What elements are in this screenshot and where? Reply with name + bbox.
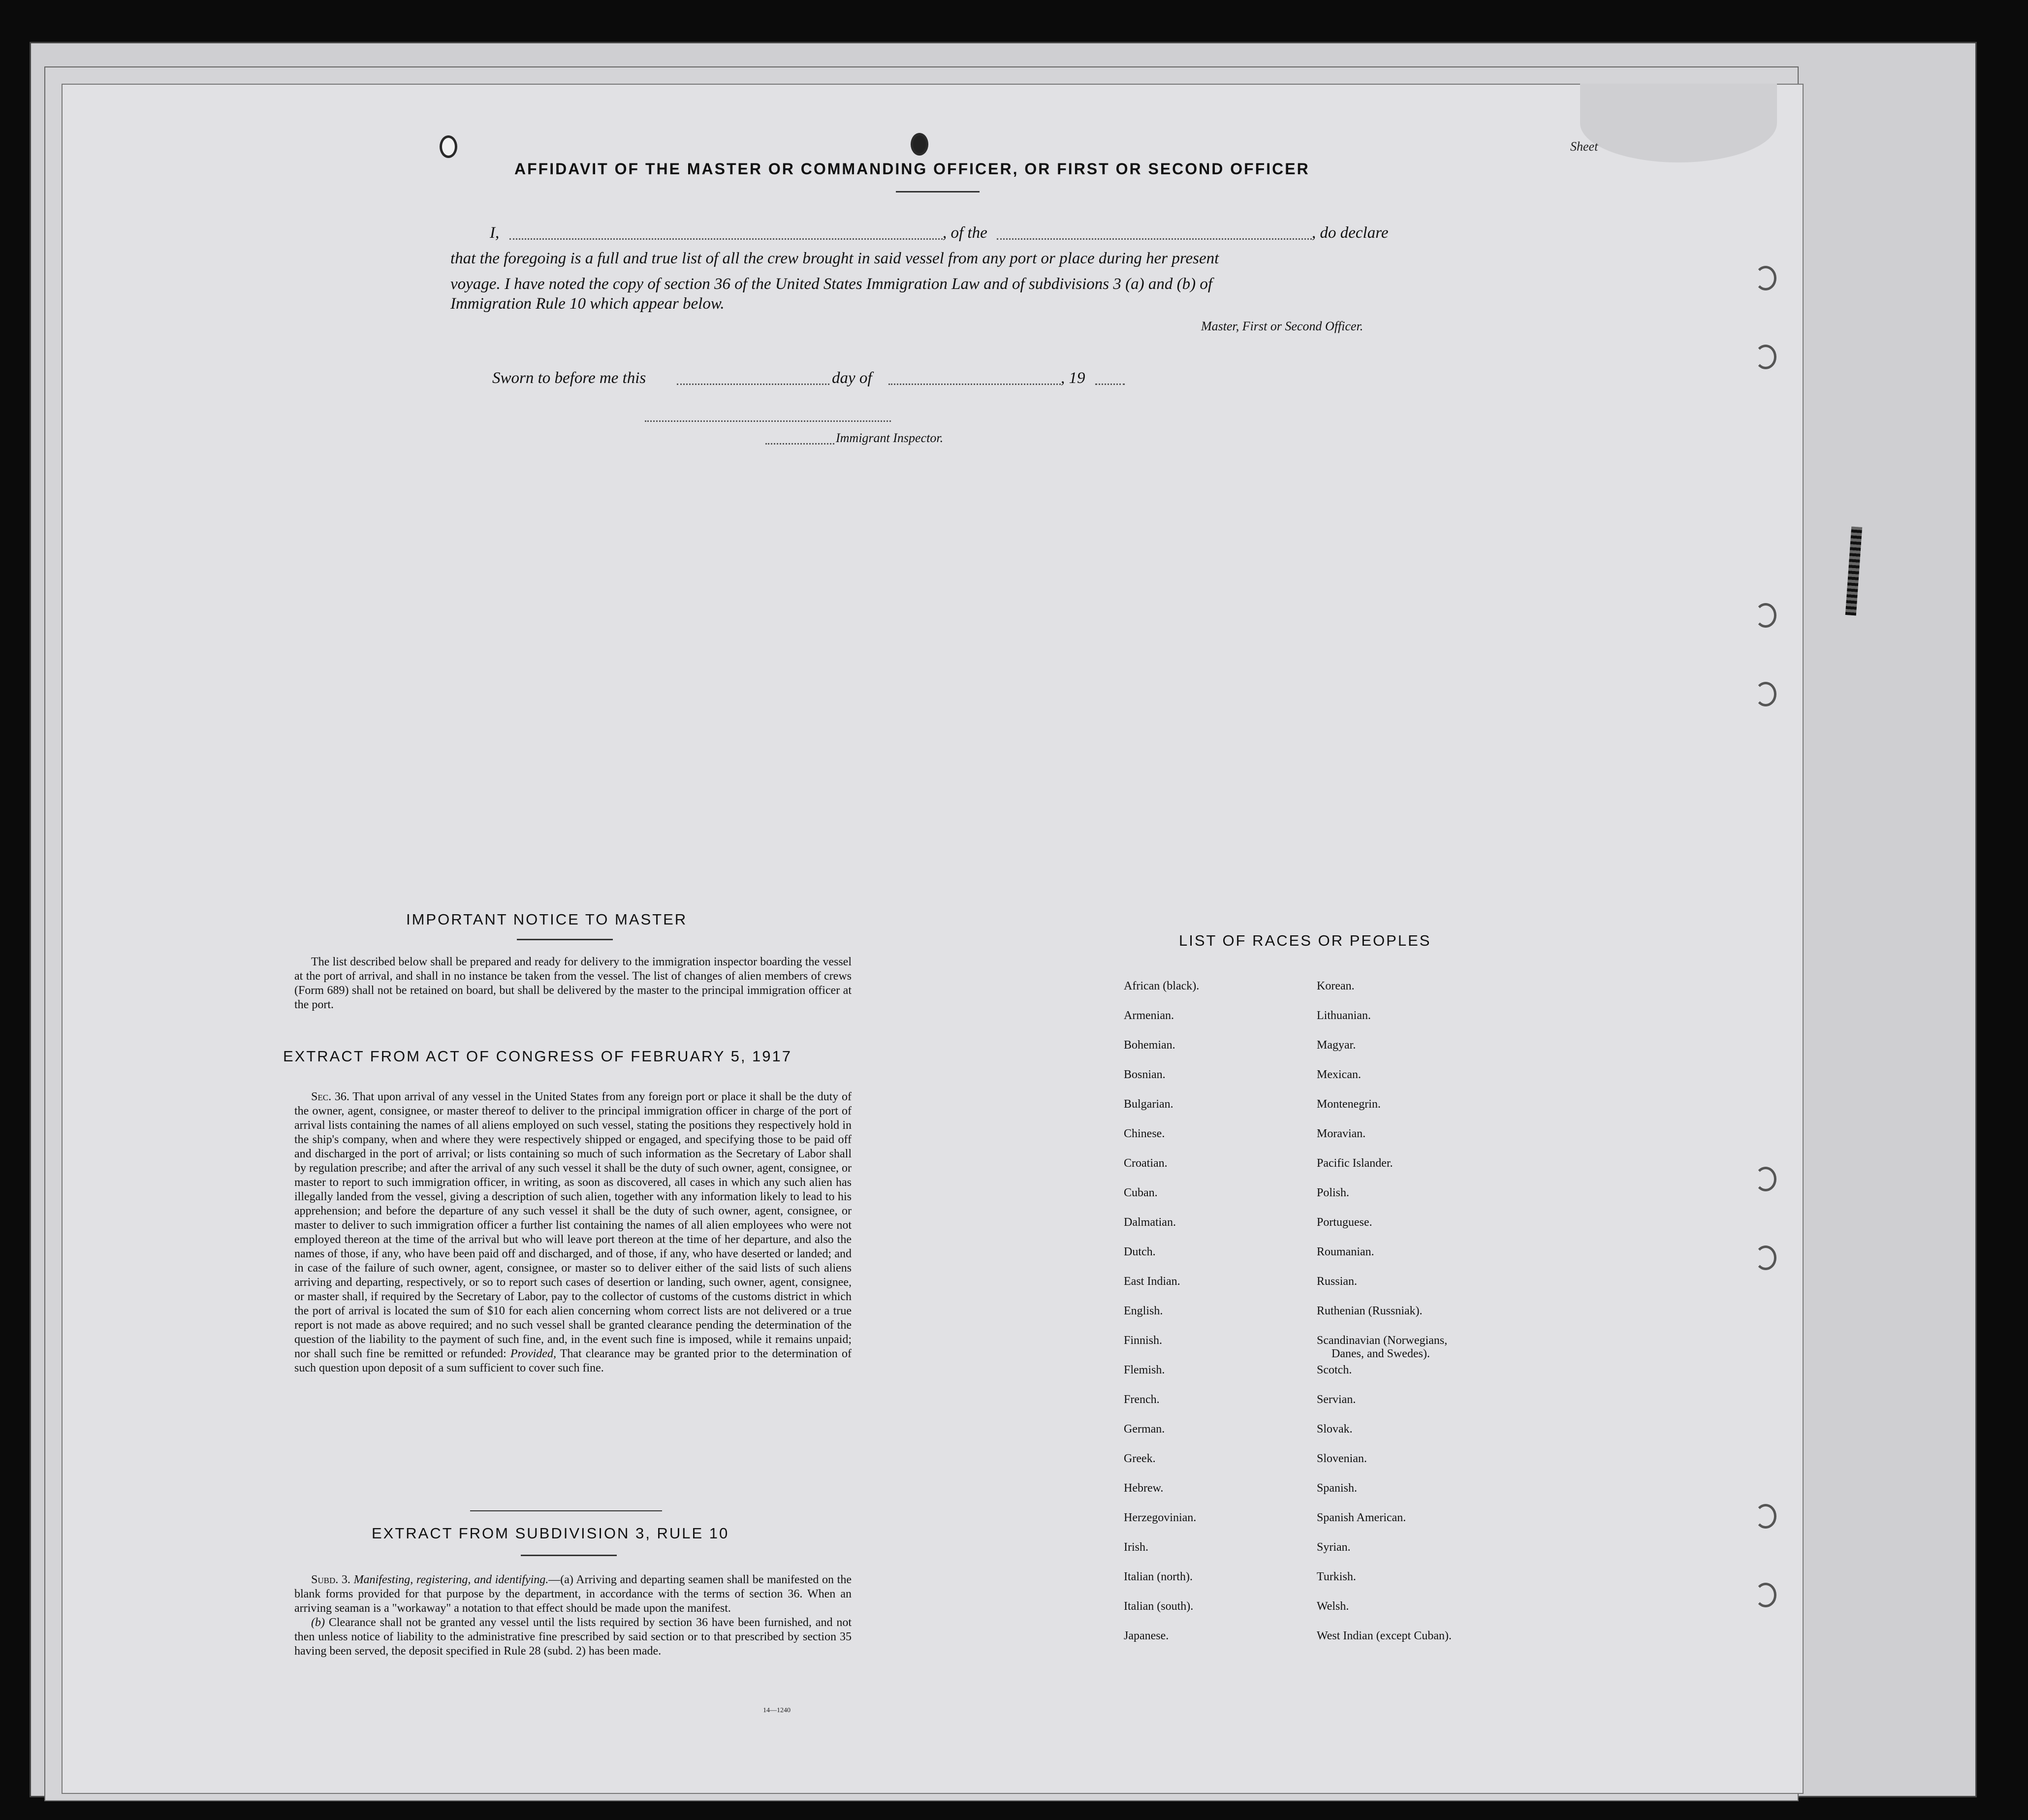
page-tab-notch xyxy=(1580,84,1777,162)
race-item: French. xyxy=(1124,1393,1160,1406)
sworn-month-blank[interactable] xyxy=(888,383,1061,385)
race-item: Dutch. xyxy=(1124,1245,1156,1258)
act-extract-text: Sec. 36. That upon arrival of any vessel in the United States from any foreign port or place it shall be the duty of the owner, agent, consignee, or master thereof to deliver to the principal immigration officer in charge of the port of arrival lists containing the names of all aliens employed on such vessel, stating the positions they respectively hold in the ship's company, when and where they were respectively shipped or engaged, and specifying those to be paid off and discharged in the port of arrival; or lists containing so much of such information as the Secretary of Labor shall by regulation prescribe; and after the arrival of any such vessel it shall be the duty of such owner, agent, consignee, or master to report to such immigration officer, in writing, as soon as discovered, all cases in which any such alien has illegally landed from the vessel, giving a description of such alien, together with any information likely to lead to his apprehension; and before the departure of any such vessel it shall be the duty of such owner, agent, consignee, or master to deliver to such immigration officer a further list containing the names of all alien employees who were not employed thereon at the time of the arrival but who will leave port thereon at the time of her departure, and also the names of those, if any, who have been paid off and discharged, and of those, if any, who have deserted or landed; and in case of the failure of such owner, agent, consignee, or master so to deliver either of the said lists of such aliens arriving and departing, respectively, or so to report such cases of desertion or landing, such owner, agent, consignee, or master shall, if required by the Secretary of Labor, pay to the collector of customs of the customs district in which the port of arrival is located the sum of $10 for each alien concerning whom correct lists are not delivered or a true report is not made as above required; and no such vessel shall be granted clearance pending the determination of the question of the liability to the payment of such fine, and, in the event such fine is imposed, while it remains unpaid; nor shall such fine be remitted or refunded: Provided, That clearance may be granted prior to the determination of such question upon deposit of a sum sufficient to cover such fine. xyxy=(294,1090,852,1374)
race-item: Scandinavian (Norwegians, xyxy=(1317,1334,1448,1347)
race-item: Slovenian. xyxy=(1317,1452,1367,1465)
binder-hole-icon xyxy=(1755,345,1776,369)
race-item: West Indian (except Cuban). xyxy=(1317,1629,1452,1642)
act-rule xyxy=(470,1510,662,1511)
race-item: Pacific Islander. xyxy=(1317,1157,1393,1170)
race-item: Italian (south). xyxy=(1124,1600,1194,1613)
race-item: Italian (north). xyxy=(1124,1570,1193,1583)
manifest-page xyxy=(62,84,1804,1794)
affidavit-line-of-the: , of the xyxy=(943,224,987,242)
inspector-name-blank[interactable] xyxy=(765,443,834,445)
sworn-year: , 19 xyxy=(1061,369,1085,387)
binder-hole-icon xyxy=(1755,1245,1776,1270)
race-item: Danes, and Swedes). xyxy=(1331,1347,1430,1360)
race-item: Flemish. xyxy=(1124,1364,1165,1376)
binder-hole-icon xyxy=(1755,682,1776,706)
rule-extract-title: EXTRACT FROM SUBDIVISION 3, RULE 10 xyxy=(372,1525,729,1542)
race-item: Korean. xyxy=(1317,980,1355,992)
race-item: English. xyxy=(1124,1305,1163,1317)
affidavit-line-4: Immigration Rule 10 which appear below. xyxy=(450,295,725,313)
affidavit-line-2: that the foregoing is a full and true list of all the crew brought in said vessel from any port or place during her present xyxy=(450,250,1219,267)
affidavit-line-i: I, xyxy=(490,224,500,242)
inspector-label: Immigrant Inspector. xyxy=(836,431,944,445)
sworn-year-blank[interactable] xyxy=(1095,383,1125,385)
vessel-name-blank[interactable] xyxy=(997,238,1312,240)
race-item: Bohemian. xyxy=(1124,1039,1175,1052)
race-item: Montenegrin. xyxy=(1317,1098,1381,1111)
race-item: Japanese. xyxy=(1124,1629,1169,1642)
binder-hole-icon xyxy=(1755,603,1776,628)
race-item: Polish. xyxy=(1317,1186,1350,1199)
race-item: Armenian. xyxy=(1124,1009,1174,1022)
races-title: LIST OF RACES OR PEOPLES xyxy=(1179,932,1431,949)
race-item: Turkish. xyxy=(1317,1570,1356,1583)
race-item: Chinese. xyxy=(1124,1127,1165,1140)
notice-rule xyxy=(517,939,613,940)
race-item: Dalmatian. xyxy=(1124,1216,1176,1229)
race-item: Ruthenian (Russniak). xyxy=(1317,1305,1423,1317)
rule-extract-rule xyxy=(521,1555,617,1556)
race-item: German. xyxy=(1124,1423,1165,1436)
binder-hole-icon xyxy=(1755,1167,1776,1191)
race-item: Herzegovinian. xyxy=(1124,1511,1197,1524)
punch-hole-icon xyxy=(440,135,457,158)
affidavit-title: AFFIDAVIT OF THE MASTER OR COMMANDING OFFICER, OR FIRST OR SECOND OFFICER xyxy=(514,160,1310,178)
race-item: Cuban. xyxy=(1124,1186,1158,1199)
affidavit-line-declare: , do declare xyxy=(1312,224,1389,242)
race-item: East Indian. xyxy=(1124,1275,1180,1288)
punch-hole-icon xyxy=(911,133,928,156)
binder-hole-icon xyxy=(1755,266,1776,290)
rule-extract-text: Subd. 3. Manifesting, registering, and identifying.—(a) Arriving and departing seamen shall be manifested on the blank forms provided for that purpose by the department, in accordance with the terms of section 36. When an arriving seaman is a "workaway" a notation to that effect should be made upon the manifest. (b) Clearance shall not be granted any vessel until the lists required by section 36 have been furnished, and not then unless notice of liability to the administrative fine prescribed by said section or to that prescribed by section 35 having been served, the deposit specified in Rule 28 (subd. 2) has been made. xyxy=(294,1573,852,1658)
title-rule xyxy=(896,191,980,192)
race-item: Bulgarian. xyxy=(1124,1098,1173,1111)
notice-title: IMPORTANT NOTICE TO MASTER xyxy=(406,911,688,928)
race-item: Scotch. xyxy=(1317,1364,1352,1376)
race-item: Mexican. xyxy=(1317,1068,1361,1081)
master-name-blank[interactable] xyxy=(509,238,943,240)
race-item: Greek. xyxy=(1124,1452,1156,1465)
race-item: Slovak. xyxy=(1317,1423,1353,1436)
race-item: Croatian. xyxy=(1124,1157,1168,1170)
race-item: African (black). xyxy=(1124,980,1200,992)
race-item: Portuguese. xyxy=(1317,1216,1372,1229)
race-item: Hebrew. xyxy=(1124,1482,1164,1495)
race-item: Finnish. xyxy=(1124,1334,1163,1347)
race-item: Moravian. xyxy=(1317,1127,1366,1140)
race-item: Russian. xyxy=(1317,1275,1358,1288)
race-item: Irish. xyxy=(1124,1541,1148,1554)
affidavit-line-3: voyage. I have noted the copy of section 36 of the United States Immigration Law and of subdivisions 3 (a) and (b) of xyxy=(450,275,1213,293)
race-item: Magyar. xyxy=(1317,1039,1356,1052)
sheet-label: Sheet xyxy=(1570,139,1598,154)
race-item: Roumanian. xyxy=(1317,1245,1374,1258)
race-item: Spanish American. xyxy=(1317,1511,1406,1524)
race-item: Bosnian. xyxy=(1124,1068,1166,1081)
sworn-day-of: day of xyxy=(832,369,872,387)
race-item: Servian. xyxy=(1317,1393,1356,1406)
sworn-day-blank[interactable] xyxy=(677,383,829,385)
sworn-prefix: Sworn to before me this xyxy=(492,369,646,387)
form-number: 14—1240 xyxy=(763,1707,791,1714)
master-signature-label: Master, First or Second Officer. xyxy=(1201,319,1363,333)
inspector-signature-blank[interactable] xyxy=(645,420,891,422)
race-item: Lithuanian. xyxy=(1317,1009,1371,1022)
race-item: Spanish. xyxy=(1317,1482,1358,1495)
notice-text: The list described below shall be prepared and ready for delivery to the immigration inspector boarding the vessel at the port of arrival, and shall in no instance be taken from the vessel. The list of changes of alien members of crews (Form 689) shall not be retained on board, but shall be delivered by the master to the principal immigration officer at the port. xyxy=(294,956,852,1011)
act-extract-title: EXTRACT FROM ACT OF CONGRESS OF FEBRUARY 5, 1917 xyxy=(283,1048,792,1065)
binder-hole-icon xyxy=(1755,1583,1776,1607)
race-item: Syrian. xyxy=(1317,1541,1351,1554)
race-item: Welsh. xyxy=(1317,1600,1349,1613)
binder-hole-icon xyxy=(1755,1504,1776,1529)
